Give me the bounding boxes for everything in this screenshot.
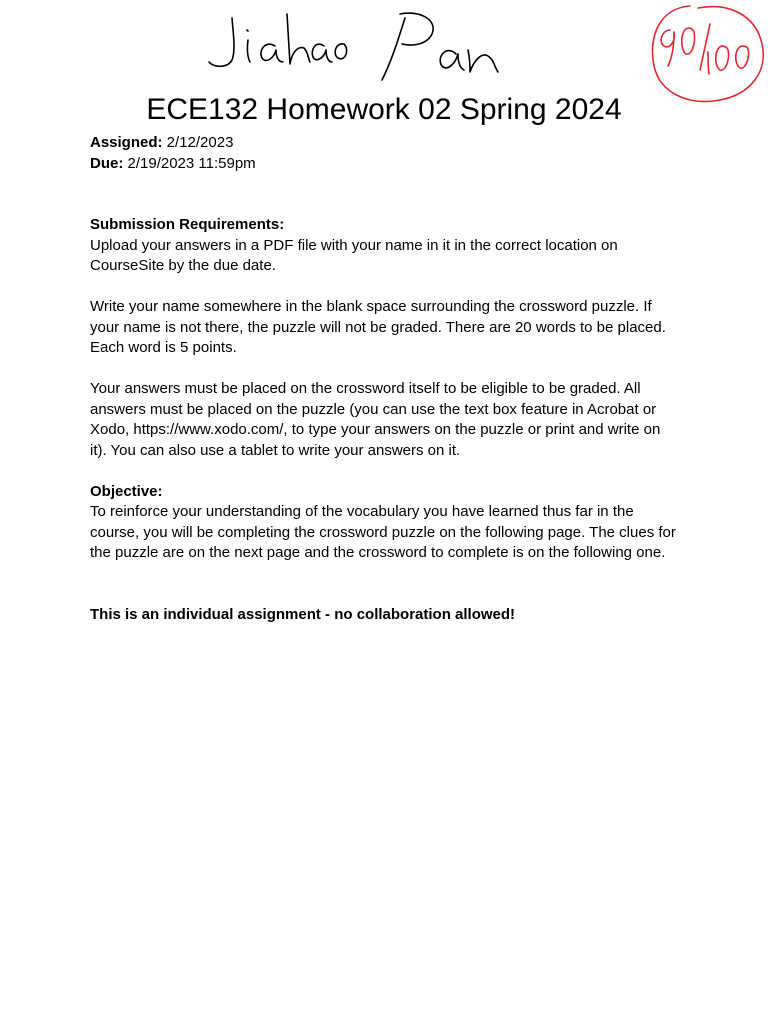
objective-heading-text: Objective: [90,482,163,500]
spacer [90,564,680,605]
submission-heading-text: Submission Requirements: [90,216,285,233]
due-date: 2/19/2023 11:59pm [123,154,256,172]
page-title: ECE132 Homework 02 Spring 2024 [146,93,622,126]
due-line [90,154,680,175]
submission-paragraph-upload: Upload your answers in a PDF file with your name in it in the correct location on CourseSite by the due date. [90,236,618,274]
handwritten-signature [209,13,498,80]
objective-heading [90,482,680,503]
submission-paragraph-name: Write your name somewhere in the blank space surrounding the crossword puzzle. If your name is not there, the puzzle will not be graded. There are 20 words to be placed. Each word is 5 points. [90,298,666,356]
spacer [90,174,680,215]
assigned-label: Assigned: [90,134,163,151]
individual-assignment-notice [90,605,680,626]
objective-paragraph: To reinforce your understanding of the vocabulary you have learned thus far in the course, you will be completing the crossword puzzle on the following page. The clues for the puzzle are on the next page and the crossword to complete is on the following one. [90,503,676,561]
grade-annotation [653,6,764,102]
assigned-line [90,133,680,154]
assigned-date: 2/12/2023 [162,134,234,151]
assignment-body [90,133,680,625]
notice-text: This is an individual assignment - no collaboration allowed! [90,605,516,623]
due-label: Due: [90,154,124,172]
spacer [90,359,680,380]
submission-paragraph-placement: Your answers must be placed on the crossword itself to be eligible to be graded. All answers must be placed on the puzzle (you can use the text box feature in Acrobat or Xodo, https://www.xodo.com/, to type your answers on the puzzle or print and write on it). You can also use a tablet to write your answers on it. [90,380,661,459]
submission-heading [90,215,680,236]
spacer [90,277,680,298]
spacer [90,461,680,482]
